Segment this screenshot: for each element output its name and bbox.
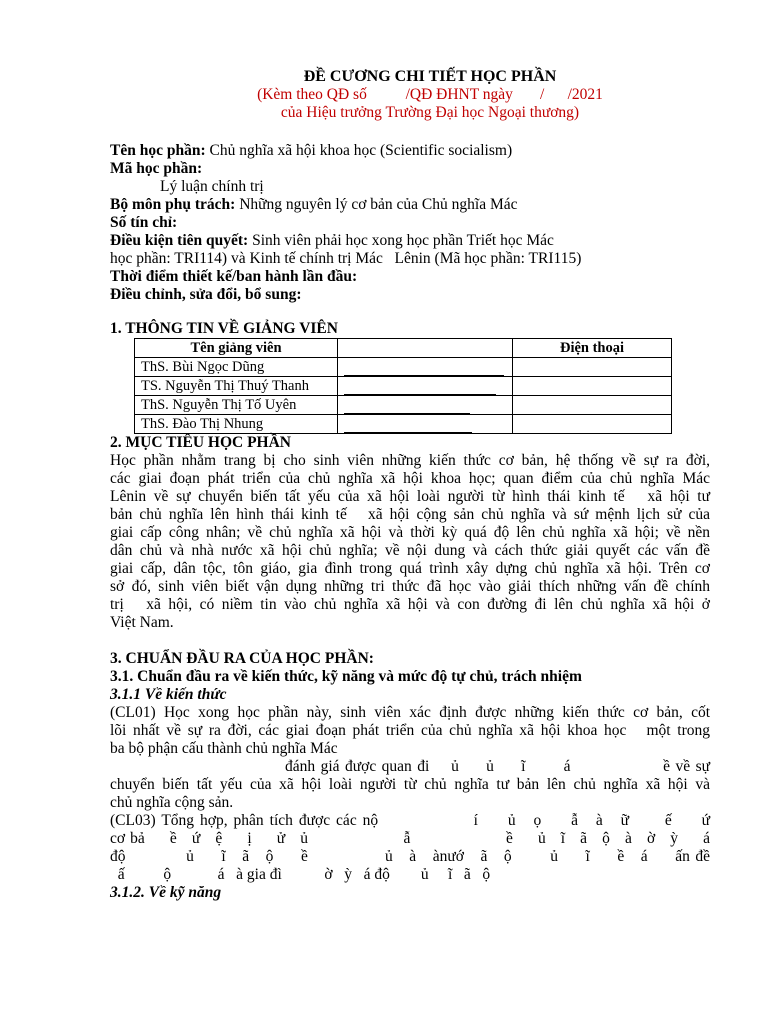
cl01-paragraph xyxy=(110,704,710,758)
cl03-paragraph xyxy=(110,812,710,884)
table-header-row xyxy=(135,339,672,358)
course-type: Lý luận chính trị xyxy=(160,178,264,195)
section1-heading: 1. THÔNG TIN VỀ GIẢNG VIÊN xyxy=(110,320,338,337)
paragraph-line: cơ bả ề ứ ệ ị ử ủ ẫ ề ủ ĩ ã ộ à ờ ỳ á xyxy=(110,830,710,847)
paragraph-line: dân chủ và nhà nước xã hội chủ nghĩa; về nội dung và cách thức giải quyết các vấn đề xyxy=(110,542,710,559)
course-code-label: Mã học phần: xyxy=(110,160,203,177)
section3-1-heading: 3.1. Chuẩn đầu ra về kiến thức, kỹ năng và mức độ tự chủ, trách nhiệm xyxy=(110,668,582,685)
credits-label: Số tín chỉ: xyxy=(110,214,178,231)
paragraph-line: chủ nghĩa cộng sản. xyxy=(110,794,234,811)
department-label: Bộ môn phụ trách: xyxy=(110,196,236,213)
lecturer-name: ThS. Nguyễn Thị Tố Uyên xyxy=(135,396,338,415)
lecturer-phone xyxy=(513,415,672,434)
paragraph-line: giai cấp công nhân; về chủ nghĩa xã hội và thời kỳ quá độ lên chủ nghĩa xã hội; về nền xyxy=(110,524,710,541)
paragraph-line: Việt Nam. xyxy=(110,614,174,631)
lecturer-phone xyxy=(513,396,672,415)
col-blank xyxy=(338,339,513,358)
paragraph-line: bản chủ nghĩa lên hình thái kinh tế xã hội cộng sản chủ nghĩa và sứ mệnh lịch sử của xyxy=(110,506,710,523)
document-page xyxy=(110,68,710,902)
paragraph-line: Học phần nhằm trang bị cho sinh viên những kiến thức cơ bản, hệ thống về sự ra đời, xyxy=(110,452,710,469)
prereq-value: Sinh viên phải học xong học phần Triết học Mác xyxy=(252,232,554,249)
department-value: Những nguyên lý cơ bản của Chủ nghĩa Mác xyxy=(239,196,518,213)
paragraph-line: sở đó, sinh viên biết vận dụng những tri thức đã học vào giải thích những vấn đề chính xyxy=(110,578,710,595)
lecturer-email xyxy=(338,377,513,396)
col-lecturer-name: Tên giảng viên xyxy=(135,339,338,358)
paragraph-line: các giai đoạn phát triển của chủ nghĩa xã hội khoa học; quan điểm của chủ nghĩa Mác xyxy=(110,470,710,487)
course-name-row xyxy=(110,142,710,160)
lecturer-phone xyxy=(513,377,672,396)
section3-1-2-heading: 3.1.2. Về kỹ năng xyxy=(110,884,222,901)
paragraph-line: chuyển biến tất yếu của xã hội loài người từ chủ nghĩa tư bản lên chủ nghĩa xã hội và xyxy=(110,776,710,793)
lecturer-table xyxy=(134,338,672,434)
section2-paragraph xyxy=(110,452,710,632)
lecturer-phone xyxy=(513,358,672,377)
paragraph-line: ba bộ phận cấu thành chủ nghĩa Mác xyxy=(110,740,338,757)
lecturer-name: ThS. Đào Thị Nhung xyxy=(135,415,338,434)
paragraph-line: giai cấp, dân tộc, tôn giáo, gia đình trong quá trình xây dựng chủ nghĩa xã hội. Trên cơ xyxy=(110,560,710,577)
paragraph-line: đánh giá được quan đi ủ ủ ĩ á ề về sự xyxy=(285,758,710,775)
lecturer-email xyxy=(338,415,513,434)
lecturer-email xyxy=(338,396,513,415)
table-row xyxy=(135,377,672,396)
lecturer-name: TS. Nguyễn Thị Thuý Thanh xyxy=(135,377,338,396)
table-row xyxy=(135,396,672,415)
document-title: ĐỀ CƯƠNG CHI TIẾT HỌC PHẦN xyxy=(303,68,557,85)
paragraph-line: (CL01) Học xong học phần này, sinh viên xác định được những kiến thức cơ bản, cốt xyxy=(110,704,710,721)
cl02-paragraph xyxy=(110,758,710,812)
issuer-line: của Hiệu trưởng Trường Đại học Ngoại thương) xyxy=(280,104,580,121)
prereq-label: Điều kiện tiên quyết: xyxy=(110,232,249,249)
col-phone: Điện thoại xyxy=(513,339,672,358)
department-row xyxy=(110,196,710,214)
section3-1-1-heading: 3.1.1 Về kiến thức xyxy=(110,686,227,703)
paragraph-line: ấ ộ á à gia đì ờ ỳ á độ ủ ĩ ã ộ xyxy=(110,866,491,883)
section3-heading: 3. CHUẨN ĐẦU RA CỦA HỌC PHẦN: xyxy=(110,650,374,667)
course-name-label: Tên học phần: xyxy=(110,142,206,159)
table-row xyxy=(135,358,672,377)
course-name-value: Chủ nghĩa xã hội khoa học (Scientific socialism) xyxy=(209,142,513,159)
paragraph-line: trị xã hội, có niềm tin vào chủ nghĩa xã hội và con đường đi lên chủ nghĩa xã hội ở xyxy=(110,596,710,613)
section2-heading: 2. MỤC TIÊU HỌC PHẦN xyxy=(110,434,291,451)
prereq-value-cont: học phần: TRI114) và Kinh tế chính trị Mác Lênin (Mã học phần: TRI115) xyxy=(110,250,582,267)
paragraph-line: độ ủ ĩ ã ộ ề ủ à ànướ ã ộ ủ ĩ ề á ấn đề xyxy=(110,848,710,865)
paragraph-line: (CL03) Tổng hợp, phân tích được các nộ í ủ ọ ẫ à ữ ế ứ xyxy=(110,812,710,829)
first-issue-label: Thời điểm thiết kế/ban hành lần đầu: xyxy=(110,268,358,285)
paragraph-line: lõi nhất về sự ra đời, các giai đoạn phát triển của chủ nghĩa xã hội khoa học một trong xyxy=(110,722,710,739)
lecturer-name: ThS. Bùi Ngọc Dũng xyxy=(135,358,338,377)
revision-label: Điều chỉnh, sửa đổi, bổ sung: xyxy=(110,286,302,303)
prereq-row xyxy=(110,232,710,250)
decision-reference: (Kèm theo QĐ số /QĐ ĐHNT ngày / /2021 xyxy=(257,86,603,103)
paragraph-line: Lênin về sự chuyển biến tất yếu của xã hội loài người từ hình thái kinh tế xã hội tư xyxy=(110,488,710,505)
table-row xyxy=(135,415,672,434)
lecturer-email xyxy=(338,358,513,377)
